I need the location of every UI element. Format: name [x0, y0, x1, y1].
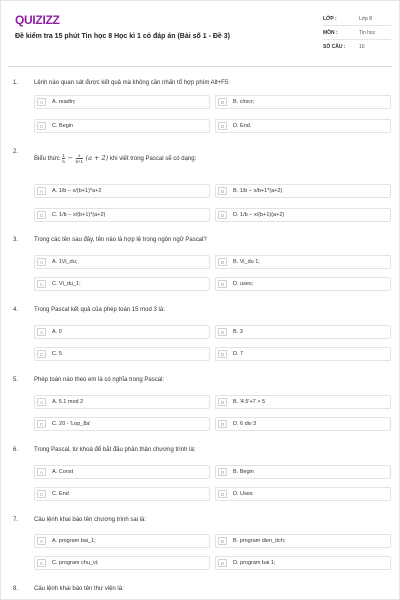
fraction-denominator: b	[62, 159, 65, 164]
option-text: D. End.	[233, 123, 252, 129]
option-letter-c: C	[37, 122, 46, 130]
question-text: Trong các tên sau đây, tên nào là hợp lệ trong ngôn ngữ Pascal?	[34, 237, 207, 243]
option-text: B. 3	[233, 329, 243, 335]
option-text: D. Uses	[233, 491, 253, 497]
option-text: B. '4.5'+7 > 5	[233, 399, 266, 405]
option-text: D. uses;	[233, 281, 254, 287]
answer-option-c[interactable]	[34, 119, 210, 133]
answer-option-b[interactable]	[215, 95, 391, 109]
option-text: A. Const	[52, 469, 74, 475]
option-text: B. Begin	[233, 469, 254, 475]
answer-option-d[interactable]	[215, 347, 391, 361]
meta-row-question-count	[323, 40, 391, 54]
fraction-1	[62, 153, 64, 164]
option-letter-d: D	[218, 211, 227, 219]
answer-option-b[interactable]	[215, 325, 391, 339]
option-letter-b: B	[218, 258, 227, 266]
worksheet-title: Đề kiểm tra 15 phút Tin học 8 Học kì 1 có đáp án (Bài số 1 - Đề 3)	[15, 33, 230, 40]
question-number: 5.	[13, 377, 19, 383]
meta-value: Lớp 8	[359, 15, 373, 22]
option-letter-a: A	[37, 537, 46, 545]
option-letter-b: B	[218, 187, 227, 195]
option-letter-c: C	[37, 420, 46, 428]
option-text: B. clrscr;	[233, 99, 255, 105]
answer-option-b[interactable]	[215, 255, 391, 269]
meta-label: SỐ CÂU :	[323, 44, 346, 50]
answer-option-b[interactable]	[215, 534, 391, 548]
meta-label: LỚP :	[323, 15, 337, 22]
answer-option-c[interactable]	[34, 556, 210, 570]
option-text: A. program bai_1;	[52, 538, 96, 544]
option-letter-c: C	[37, 559, 46, 567]
worksheet-meta	[323, 12, 391, 54]
answer-option-c[interactable]	[34, 347, 210, 361]
answer-option-a[interactable]	[34, 325, 210, 339]
option-letter-a: A	[37, 328, 46, 336]
answer-option-d[interactable]	[215, 417, 391, 431]
option-text: C. Vi_du_1;	[52, 281, 81, 287]
option-text: A. 1Vi_du;	[52, 259, 78, 265]
option-letter-d: D	[218, 350, 227, 358]
answer-option-b[interactable]	[215, 395, 391, 409]
option-letter-b: B	[218, 468, 227, 476]
option-text: D. 7	[233, 351, 244, 357]
answer-option-d[interactable]	[215, 556, 391, 570]
answer-option-b[interactable]	[215, 465, 391, 479]
header-divider	[8, 66, 392, 67]
question-text: Trong Pascal kết quả của phép toán 15 mod 3 là:	[34, 307, 165, 313]
option-letter-d: D	[218, 122, 227, 130]
option-text: C. Begin	[52, 123, 74, 129]
option-letter-d: D	[218, 280, 227, 288]
meta-row-class	[323, 12, 391, 26]
answer-option-c[interactable]	[34, 277, 210, 291]
option-text: A. 5.1 mod 2	[52, 399, 84, 405]
meta-row-subject	[323, 26, 391, 40]
answer-option-d[interactable]	[215, 119, 391, 133]
answer-option-d[interactable]	[215, 277, 391, 291]
option-letter-c: C	[37, 280, 46, 288]
option-text: A. 1/b − x/(b+1)*a+2	[52, 188, 102, 194]
answer-option-b[interactable]	[215, 184, 391, 198]
answer-option-a[interactable]	[34, 395, 210, 409]
answer-option-a[interactable]	[34, 465, 210, 479]
option-letter-b: B	[218, 537, 227, 545]
question-text-before: Biểu thức	[34, 156, 60, 163]
answer-option-a[interactable]	[34, 534, 210, 548]
option-text: D. program bai 1;	[233, 560, 276, 566]
expression-tail: (a + 2)	[85, 154, 109, 163]
answer-option-c[interactable]	[34, 208, 210, 222]
option-letter-a: A	[37, 98, 46, 106]
fraction-numerator: 1	[62, 153, 65, 158]
option-text: C. 20 - 'Lop_8a'	[52, 421, 91, 427]
fraction-numerator: x	[78, 153, 81, 158]
fraction-2	[76, 153, 83, 164]
option-letter-d: D	[218, 420, 227, 428]
question-text: Trong Pascal, từ khoá để bắt đầu phần thân chương trình là:	[34, 447, 196, 453]
question-number: 7.	[13, 517, 19, 523]
question-number: 4.	[13, 307, 19, 313]
option-letter-a: A	[37, 187, 46, 195]
meta-value: Tin học	[359, 29, 376, 36]
answer-option-a[interactable]	[34, 184, 210, 198]
worksheet-header	[0, 0, 400, 66]
question-number: 8.	[13, 586, 19, 592]
option-text: B. program dien_tich;	[233, 538, 286, 544]
question-text: Câu lệnh khai báo tên chương trình sai là:	[34, 517, 147, 523]
option-text: C. End	[52, 491, 69, 497]
option-text: C. program chu_vi;	[52, 560, 99, 566]
answer-option-d[interactable]	[215, 487, 391, 501]
option-letter-d: D	[218, 490, 227, 498]
question-text-after: khi viết trong Pascal sẽ có dạng:	[109, 156, 197, 163]
meta-value: 10	[359, 44, 365, 50]
option-letter-b: B	[218, 328, 227, 336]
question-text: Phép toán nào theo em là có nghĩa trong Pascal:	[34, 377, 165, 383]
option-text: A. 0	[52, 329, 62, 335]
option-letter-a: A	[37, 258, 46, 266]
answer-option-c[interactable]	[34, 487, 210, 501]
question-number: 3.	[13, 237, 19, 243]
option-text: D. 6 div 3	[233, 421, 257, 427]
option-letter-c: C	[37, 490, 46, 498]
option-letter-b: B	[218, 98, 227, 106]
answer-option-d[interactable]	[215, 208, 391, 222]
meta-label: MÔN :	[323, 29, 338, 36]
question-text: Câu lệnh khai báo tên thư viện là:	[34, 586, 124, 592]
option-letter-d: D	[218, 559, 227, 567]
option-letter-b: B	[218, 398, 227, 406]
question-text	[34, 153, 196, 164]
option-text: C. 1/b − x/(b+1)*(a+2)	[52, 212, 106, 218]
option-text: D. 1/b − x/(b+1)(a+2)	[233, 212, 285, 218]
question-number: 1.	[13, 80, 19, 86]
option-text: A. readln;	[52, 99, 76, 105]
option-letter-c: C	[37, 211, 46, 219]
answer-option-c[interactable]	[34, 417, 210, 431]
answer-option-a[interactable]	[34, 95, 210, 109]
question-text: Lệnh nào quan sát được kết quả mà không cần nhấn tổ hợp phím Alt+F5:	[34, 80, 230, 86]
option-text: B. 1/b − x/b+1*(a+2)	[233, 188, 283, 194]
option-text: B. Vi_du 1;	[233, 259, 260, 265]
option-letter-a: A	[37, 398, 46, 406]
question-number: 2.	[13, 149, 19, 155]
question-number: 6.	[13, 447, 19, 453]
minus-sign: −	[67, 154, 73, 163]
answer-option-a[interactable]	[34, 255, 210, 269]
quizizz-logo[interactable]: QUIZIZZ	[15, 13, 60, 27]
option-letter-a: A	[37, 468, 46, 476]
fraction-denominator: b+1	[75, 159, 83, 164]
option-letter-c: C	[37, 350, 46, 358]
option-text: C. 5	[52, 351, 63, 357]
